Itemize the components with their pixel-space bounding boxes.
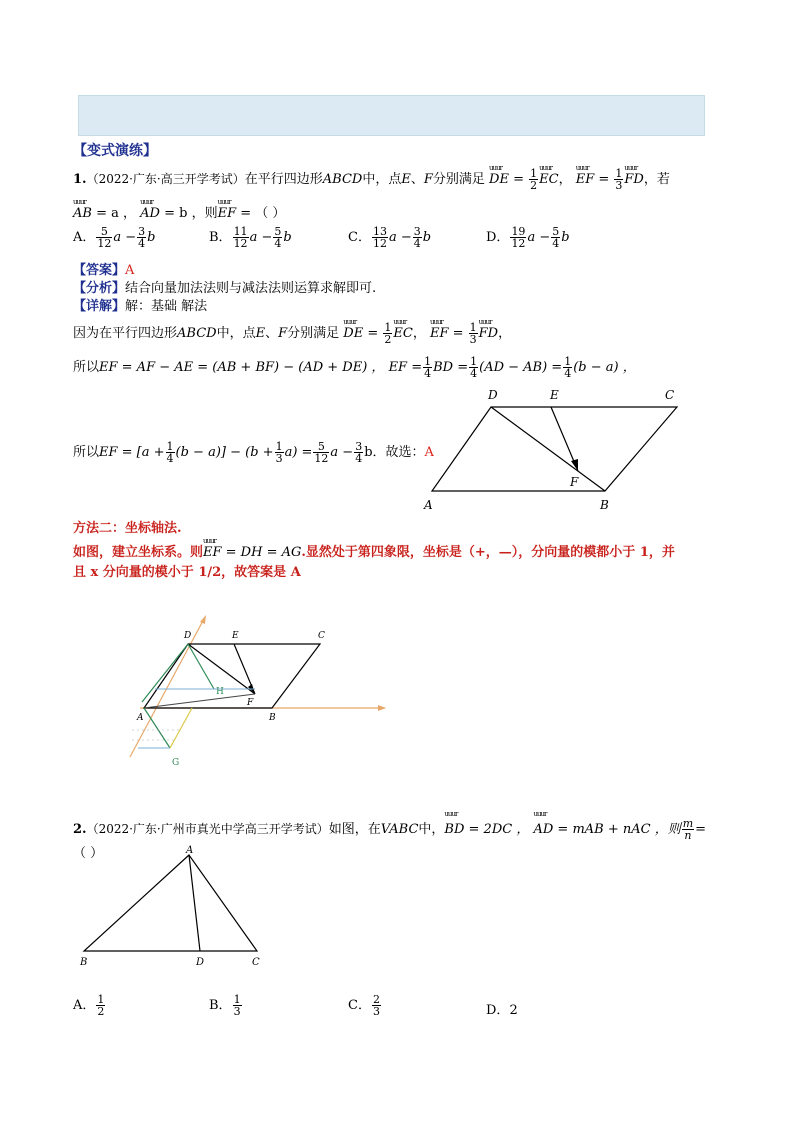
q1-answer: 【答案】A [73,263,135,278]
fig2-label-c: C [318,631,325,641]
q1-option-d[interactable]: D． $\frac{19}{12}$ a − $\frac{5}{4}$ b [486,225,570,250]
fig1-label-e: E [550,388,559,402]
q1-step1: 因为在平行四边形ABCD中，点E、F分别满足 uuur DE = $\frac{1}{2}$ uuur EC， uuur EF = $\frac{1}{3}$ uuur FD， [73,322,511,345]
q2-option-a[interactable]: A． $\frac{1}{2}$ [73,993,105,1018]
coordinate-figure [110,612,400,772]
fig1-label-b: B [600,498,609,512]
fig3-label-a: A [186,845,194,856]
fig2-label-h: H [216,687,224,697]
method2-line1: 如图，建立坐标系。则uuur EF = DH = AG.显然处于第四象限，坐标是（+，—），分向量的模都小于 1，并 [73,541,675,560]
method2-title: 方法二：坐标轴法. [73,521,182,536]
q2-line1: 2.（2022·广东·广州市真光中学高三开学考试）如图，在VABC中，uuur BD = 2DC ， uuur AD = mAB + nAC ，则 $\frac{m}{n}$ = [73,818,706,841]
q1-step3: 所以EF = [a + $\frac{1}{4}$ (b − a)] − (b + $\frac{1}{3}$ a) = $\frac{5}{12}$ a − $\frac{3}{4}$ b．故选：A [73,440,434,465]
fig2-label-g: G [172,758,180,768]
q1-option-c[interactable]: C． $\frac{13}{12}$ a − $\frac{3}{4}$ b [348,225,432,250]
q2-option-d[interactable]: D．2 [486,1003,518,1018]
fig2-label-f: F [247,698,254,708]
q1-option-b[interactable]: B． $\frac{11}{12}$ a − $\frac{5}{4}$ b [209,225,292,250]
fig1-label-c: C [665,388,675,402]
fig2-label-a: A [137,713,144,723]
q2-option-c[interactable]: C． $\frac{2}{3}$ [348,993,380,1018]
header-banner [78,95,705,136]
fig2-label-d: D [184,631,192,641]
fig2-label-b: B [269,713,276,723]
triangle-figure [72,843,272,973]
section-title: 【变式演练】 [73,143,157,159]
method2-line2: 且 x 分向量的模小于 1/2，故答案是 A [73,565,301,580]
q1-detail: 【详解】解：基础 解法 [73,299,208,314]
fig1-label-d: D [488,388,498,402]
q1-analysis: 【分析】结合向量加法法则与减法法则运算求解即可. [73,281,377,296]
parallelogram-figure [420,385,690,515]
q1-line2: uuur AB = a ， uuur AD = b ，则uuur EF = （ ） [73,202,285,221]
q1-option-a[interactable]: A． $\frac{5}{12}$ a − $\frac{3}{4}$ b [73,225,156,250]
fig1-label-f: F [570,475,579,489]
fig3-label-c: C [252,957,260,968]
fig3-label-d: D [196,957,205,968]
q1-step2: 所以EF = AF − AE = (AB + BF) − (AD + DE) ， EF = $\frac{1}{4}$ BD = $\frac{1}{4}$ (AD − AB) = $\frac{1}{4}$ (b − a) ， [73,355,636,380]
fig3-label-b: B [80,957,88,968]
q2-option-b[interactable]: B． $\frac{1}{3}$ [209,993,241,1018]
fig1-label-a: A [424,498,433,512]
q2-paren: （ ） [73,846,104,861]
q1-line1: 1.（2022·广东·高三开学考试）在平行四边形ABCD中，点E、F分别满足 uuur DE = $\frac{1}{2}$ uuur EC， uuur EF = $\frac{1}{3}$ uuur FD，若 [73,168,670,191]
fig2-label-e: E [232,631,239,641]
